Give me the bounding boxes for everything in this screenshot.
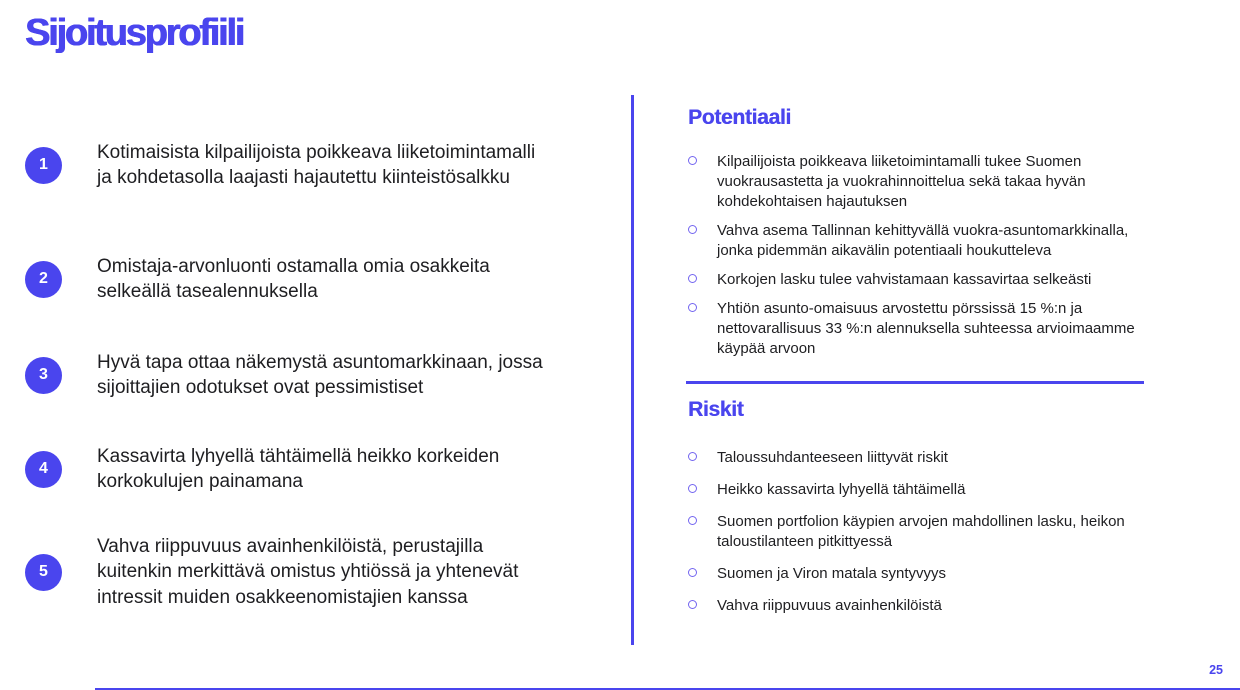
investment-point-text: Vahva riippuvuus avainhenkilöistä, perustajilla kuitenkin merkittävä omistus yhtiössä ja yhtenevät intressit muiden osakkeenomistajien kanssa — [97, 536, 519, 608]
bullet-text: Vahva riippuvuus avainhenkilöistä — [717, 596, 942, 614]
investment-point-text: Hyvä tapa ottaa näkemystä asuntomarkkinaan, jossa sijoittajien odotukset ovat pessimistiset — [97, 352, 543, 399]
potential-section — [688, 106, 1146, 358]
section-divider — [686, 381, 1144, 384]
page-number: 25 — [1209, 663, 1223, 677]
investment-point-2 — [25, 254, 555, 305]
bullet-text: Taloussuhdanteeseen liittyvät riskit — [717, 449, 948, 466]
investment-point-1 — [25, 140, 555, 191]
bullet-text: Heikko kassavirta lyhyellä tähtäimellä — [717, 480, 966, 498]
potential-bullet-list — [688, 152, 1146, 358]
list-item — [688, 512, 1146, 552]
list-item — [688, 564, 1146, 584]
step-number-badge: 1 — [25, 147, 62, 184]
bullet-text: Korkojen lasku tulee vahvistamaan kassavirtaa selkeästi — [717, 270, 1092, 288]
bullet-text: Kilpailijoista poikkeava liiketoimintamalli tukee Suomen vuokrausastetta ja vuokrahinnoittelua sekä takaa hyvän kohdekohtaisen hajautuksen — [717, 153, 1086, 210]
step-number-badge: 2 — [25, 261, 62, 298]
list-item — [688, 299, 1146, 359]
list-item — [688, 221, 1146, 261]
list-item — [688, 448, 1146, 468]
step-number-badge: 5 — [25, 554, 62, 591]
step-number-badge: 4 — [25, 451, 62, 488]
circle-bullet-icon — [688, 452, 697, 461]
investment-point-4 — [25, 444, 555, 495]
circle-bullet-icon — [688, 225, 697, 234]
bullet-text: Vahva asema Tallinnan kehittyvällä vuokra-asuntomarkkinalla, jonka pidemmän aikavälin potentiaali houkutteleva — [717, 221, 1129, 259]
risks-heading: Riskit — [688, 398, 744, 421]
circle-bullet-icon — [688, 600, 697, 609]
page-title: Sijoitusprofiili — [25, 12, 244, 54]
circle-bullet-icon — [688, 156, 697, 165]
bullet-text: Suomen portfolion käypien arvojen mahdollinen lasku, heikon taloustilanteen pitkittyessä — [717, 512, 1125, 550]
risks-bullet-list — [688, 448, 1146, 616]
investment-point-3 — [25, 350, 555, 401]
circle-bullet-icon — [688, 274, 697, 283]
investment-point-text: Kassavirta lyhyellä tähtäimellä heikko korkeiden korkokulujen painamana — [97, 446, 500, 493]
investment-point-text: Kotimaisista kilpailijoista poikkeava liiketoimintamalli ja kohdetasolla laajasti hajautettu kiinteistösalkku — [97, 142, 536, 189]
list-item — [688, 270, 1146, 290]
list-item — [688, 596, 1146, 616]
circle-bullet-icon — [688, 568, 697, 577]
circle-bullet-icon — [688, 484, 697, 493]
potential-heading: Potentiaali — [688, 106, 791, 129]
step-number-badge: 3 — [25, 357, 62, 394]
bullet-text: Yhtiön asunto-omaisuus arvostettu pörssissä 15 %:n ja nettovarallisuus 33 %:n alennuksella suhteessa arvioimaamme käypää arvoon — [717, 299, 1135, 357]
list-item — [688, 152, 1146, 212]
circle-bullet-icon — [688, 303, 697, 312]
investment-point-5 — [25, 534, 555, 610]
investment-point-text: Omistaja-arvonluonti ostamalla omia osakkeita selkeällä tasealennuksella — [97, 256, 490, 303]
list-item — [688, 480, 1146, 500]
risks-section — [688, 398, 1146, 616]
circle-bullet-icon — [688, 516, 697, 525]
vertical-divider — [631, 95, 634, 645]
bullet-text: Suomen ja Viron matala syntyvyys — [717, 564, 946, 582]
